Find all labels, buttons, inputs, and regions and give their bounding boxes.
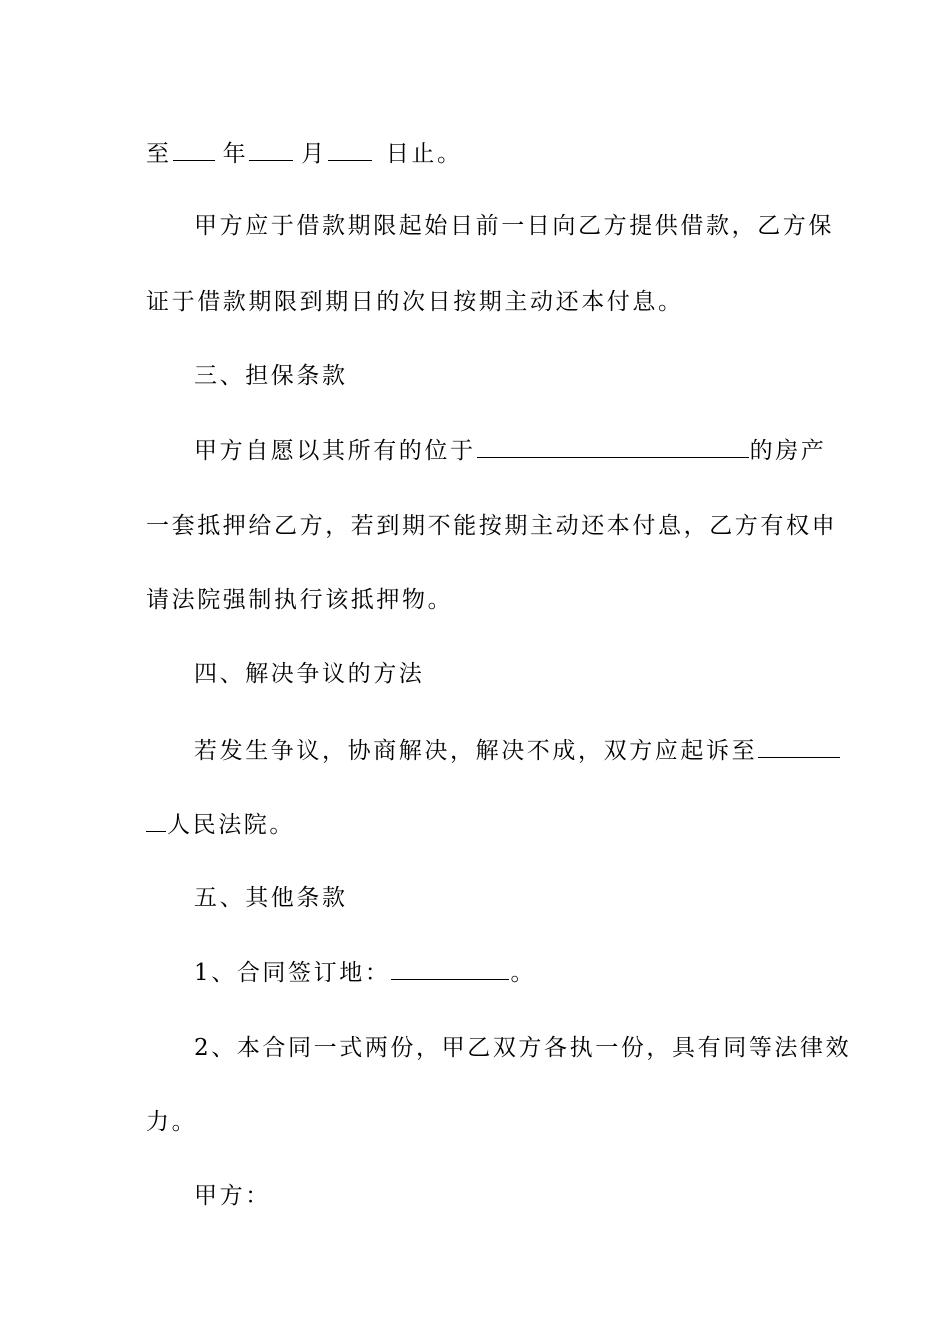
paragraph-loan-provision-cont: 证于借款期限到期日的次日按期主动还本付息。 — [146, 289, 684, 315]
section-heading-guarantee: 三、担保条款 — [194, 363, 348, 389]
paragraph-dispute — [194, 735, 806, 766]
month-blank — [249, 138, 293, 161]
signing-place-blank — [391, 957, 509, 980]
section-heading-other: 五、其他条款 — [194, 885, 348, 911]
text-court: 人民法院。 — [167, 812, 295, 838]
clause-copies: 2、本合同一式两份，甲乙双方各执一份，具有同等法律效 — [194, 1035, 852, 1061]
text-month: 月 — [301, 141, 327, 167]
property-location-blank — [477, 435, 749, 458]
paragraph-loan-provision: 甲方应于借款期限起始日前一日向乙方提供借款，乙方保 — [194, 213, 834, 239]
year-blank — [173, 138, 215, 161]
court-blank-cont — [146, 809, 166, 832]
paragraph-mortgage — [194, 435, 827, 466]
text-to: 至 — [146, 141, 172, 167]
court-blank — [758, 735, 840, 758]
party-a-signature-label: 甲方： — [194, 1183, 271, 1209]
text-signing-place: 1、合同签订地： — [194, 960, 391, 986]
clause-signing-place — [194, 957, 806, 988]
text-property: 的房产 — [749, 438, 827, 464]
clause-copies-cont: 力。 — [146, 1109, 198, 1135]
paragraph-mortgage-cont: 一套抵押给乙方，若到期不能按期主动还本付息，乙方有权申 — [146, 513, 838, 539]
text-mortgage-start: 甲方自愿以其所有的位于 — [194, 438, 476, 464]
text-day-end: 日止。 — [385, 141, 463, 167]
day-blank — [328, 138, 372, 161]
section-heading-dispute: 四、解决争议的方法 — [194, 661, 425, 687]
text-period: 。 — [510, 960, 537, 986]
date-range-line — [146, 138, 806, 169]
text-dispute: 若发生争议，协商解决，解决不成，双方应起诉至 — [194, 738, 758, 764]
paragraph-mortgage-end: 请法院强制执行该抵押物。 — [146, 587, 454, 613]
text-year: 年 — [222, 141, 249, 167]
paragraph-dispute-cont — [146, 809, 806, 840]
